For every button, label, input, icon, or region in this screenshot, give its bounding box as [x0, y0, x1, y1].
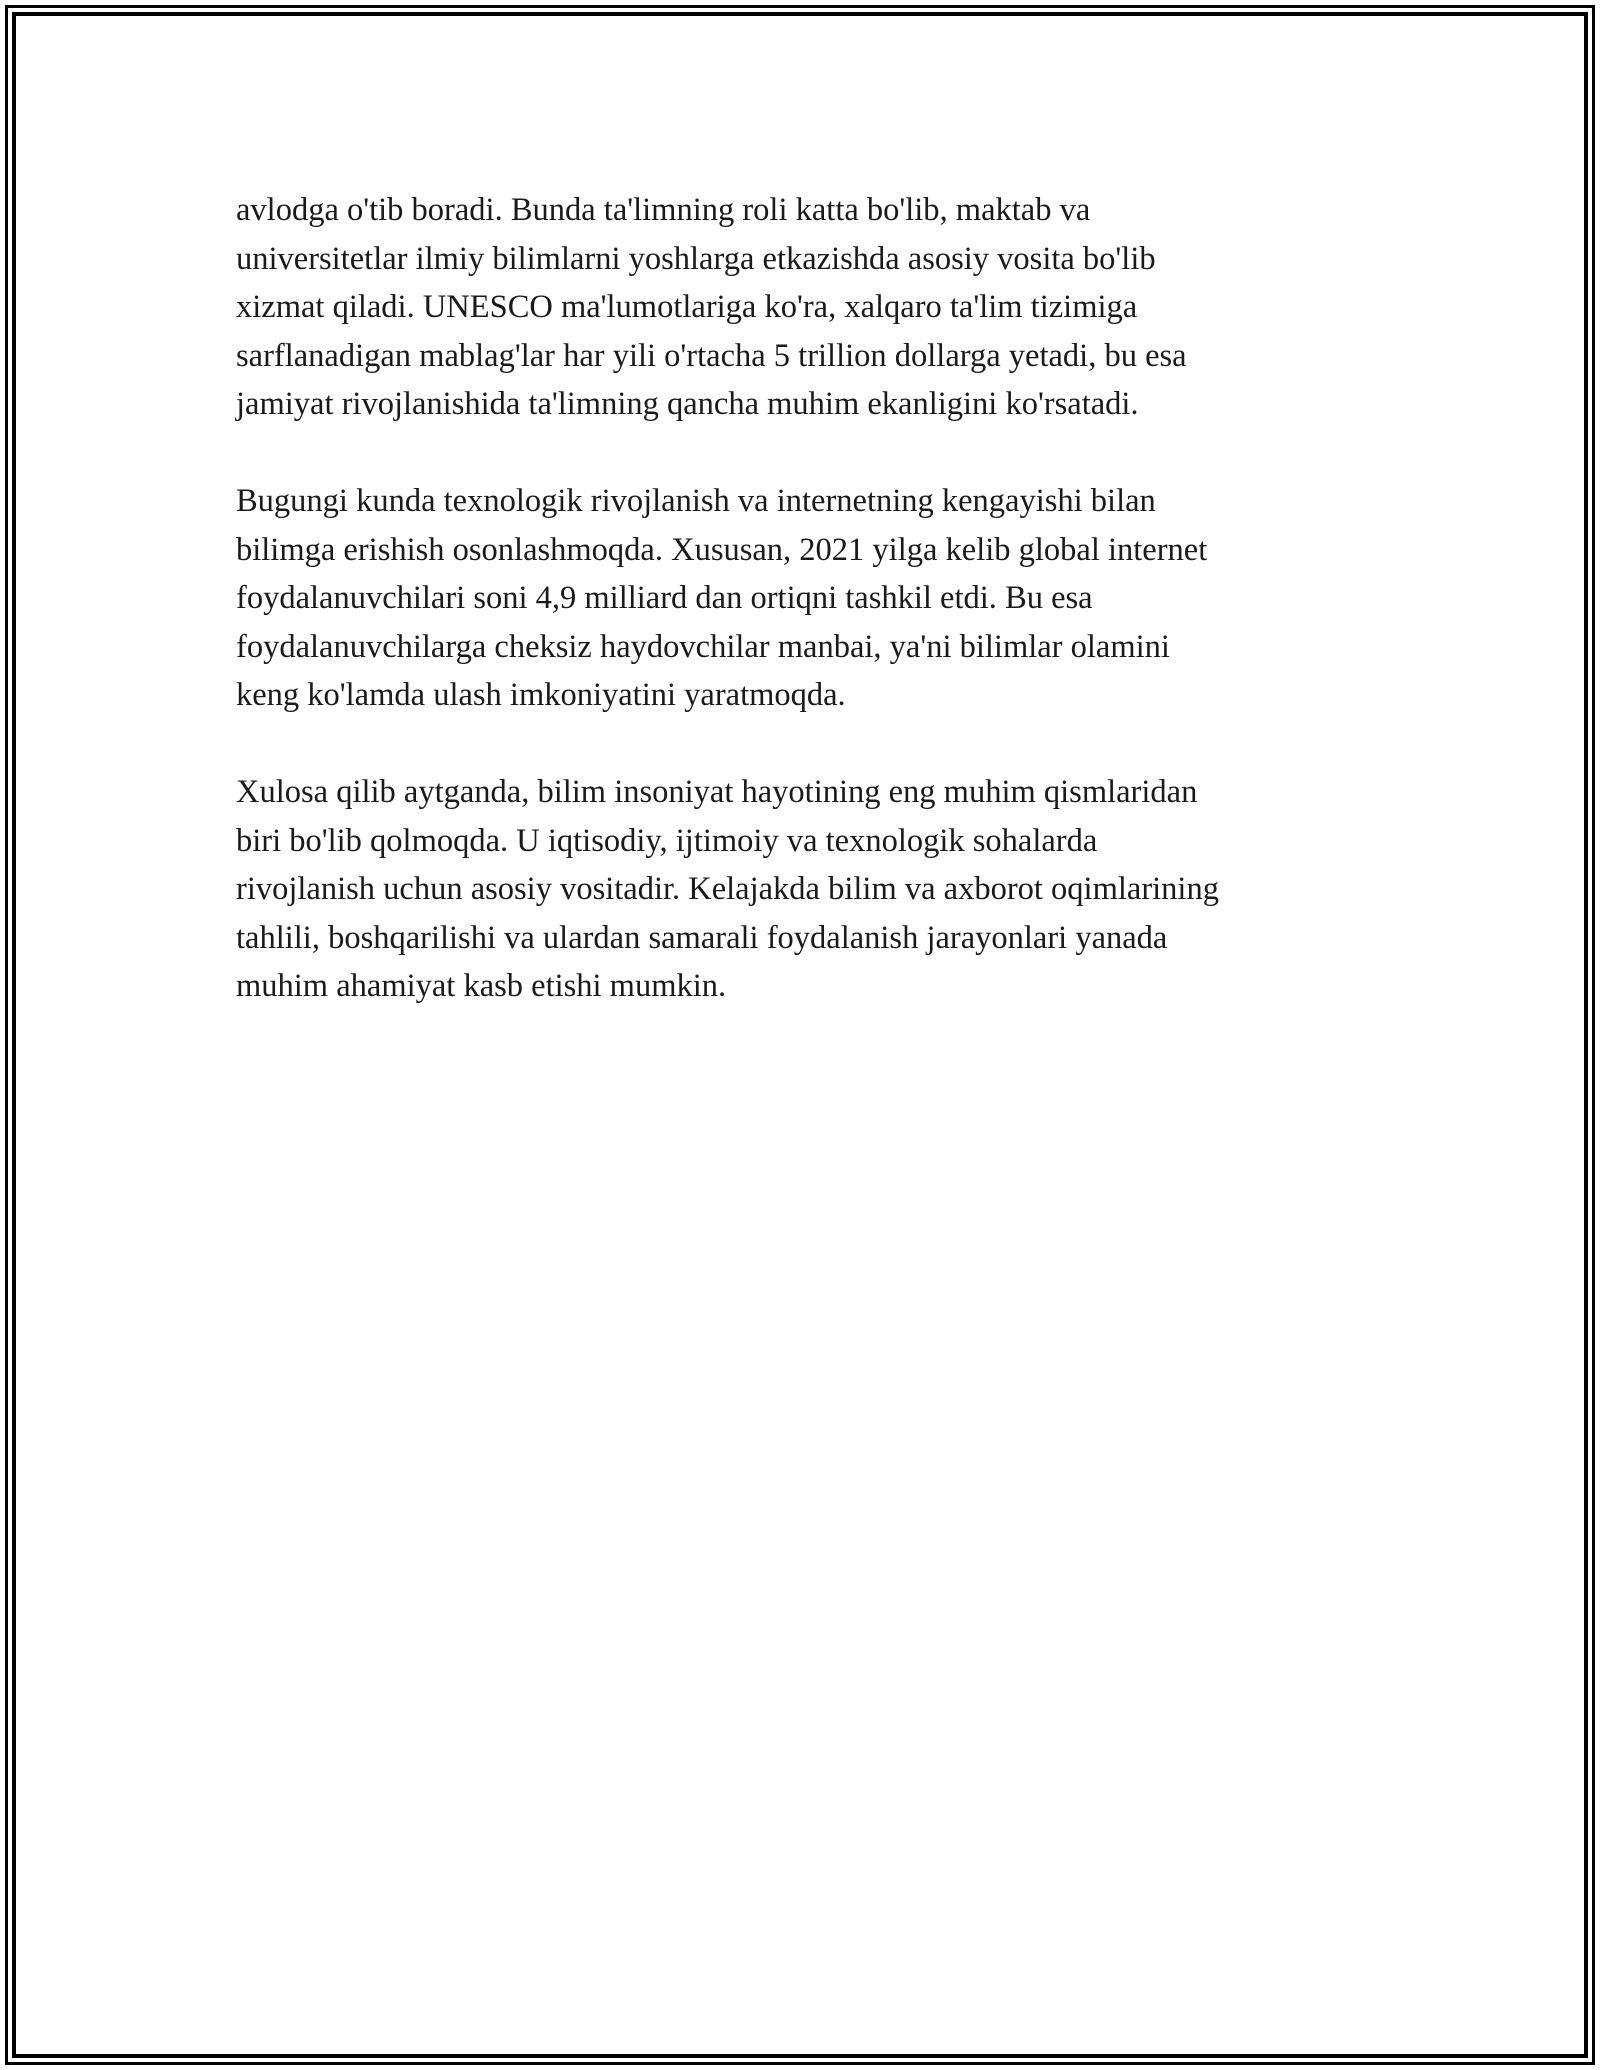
- text-line: Bugungi kunda texnologik rivojlanish va internetning kengayishi bilan: [236, 483, 1156, 519]
- text-line: universitetlar ilmiy bilimlarni yoshlarga etkazishda asosiy vosita bo'lib: [236, 240, 1156, 277]
- text-line: keng ko'lamda ulash imkoniyatini yaratmoqda.: [236, 677, 846, 713]
- text-line: tahlili, boshqarilishi va ulardan samarali foydalanish jarayonlari yanada: [236, 919, 1168, 956]
- text-line: avlodga o'tib boradi. Bunda ta'limning roli katta bo'lib, maktab va: [236, 192, 1091, 228]
- text-line: sarflanadigan mablag'lar har yili o'rtacha 5 trillion dollarga yetadi, bu esa: [236, 337, 1187, 374]
- text-line: xizmat qiladi. UNESCO ma'lumotlariga ko'ra, xalqaro ta'lim tizimiga: [236, 289, 1138, 325]
- text-line: biri bo'lib qolmoqda. U iqtisodiy, ijtimoiy va texnologik sohalarda: [236, 822, 1098, 859]
- text-line: jamiyat rivojlanishida ta'limning qancha muhim ekanligini ko'rsatadi.: [236, 386, 1139, 422]
- text-line: foydalanuvchilarga cheksiz haydovchilar manbai, ya'ni bilimlar olamini: [236, 628, 1170, 665]
- text-line: muhim ahamiyat kasb etishi mumkin.: [236, 968, 727, 1004]
- text-line: bilimga erishish osonlashmoqda. Xususan, 2021 yilga kelib global internet: [236, 531, 1208, 568]
- paragraph-conclusion: [236, 768, 1366, 1011]
- paragraph-education: [236, 186, 1366, 429]
- text-line: rivojlanish uchun asosiy vositadir. Kelajakda bilim va axborot oqimlarining: [236, 871, 1219, 907]
- text-line: Xulosa qilib aytganda, bilim insoniyat hayotining eng muhim qismlaridan: [236, 774, 1198, 810]
- paragraph-technology: [236, 477, 1366, 720]
- text-line: foydalanuvchilari soni 4,9 milliard dan ortiqni tashkil etdi. Bu esa: [236, 580, 1093, 616]
- document-body: [236, 186, 1366, 1059]
